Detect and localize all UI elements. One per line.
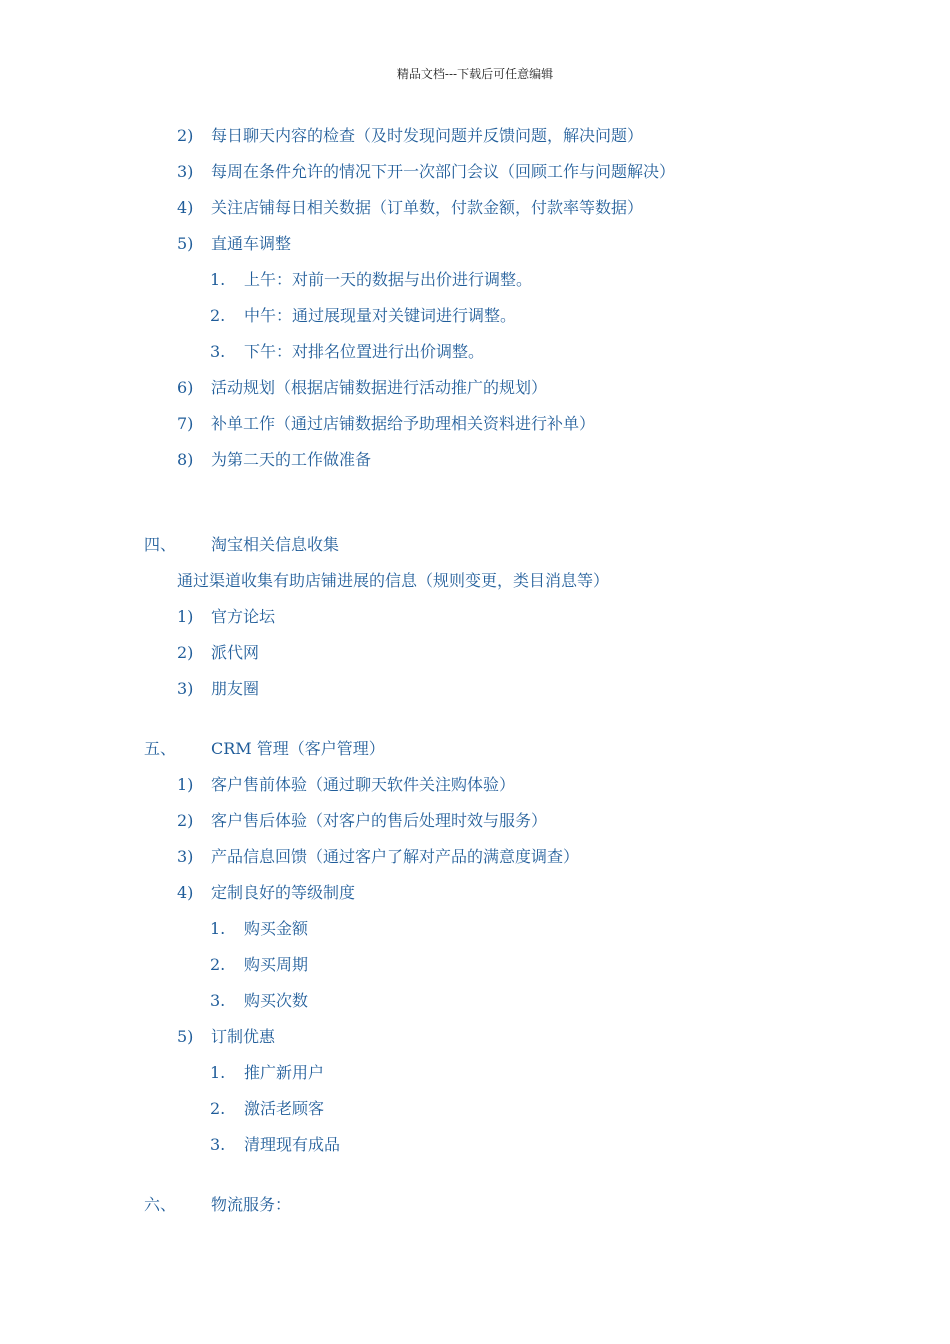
section-heading [144,535,340,555]
item-text: 订制优惠 [211,1027,276,1046]
item-text: 每周在条件允许的情况下开一次部门会议（回顾工作与问题解决） [211,162,676,181]
section-number: 四、 [144,535,177,554]
list-marker: 3) [177,847,194,866]
list-marker: 2. [210,1099,226,1118]
item-text: 派代网 [211,643,260,662]
item-text: 客户售前体验（通过聊天软件关注购体验） [211,775,516,794]
item-text: 清理现有成品 [244,1135,341,1154]
item-text: 定制良好的等级制度 [211,883,356,902]
list-marker: 8) [177,450,194,469]
list-item [210,1135,341,1155]
list-item [177,378,548,398]
item-text: 通过渠道收集有助店铺进展的信息（规则变更，类目消息等） [177,571,610,590]
item-text: 每日聊天内容的检查（及时发现问题并反馈问题，解决问题） [211,126,644,145]
list-marker: 2) [177,643,194,662]
paragraph [177,571,609,591]
list-item [177,883,356,903]
item-text: 激活老顾客 [244,1099,325,1118]
list-marker: 1. [210,1063,226,1082]
section-number: 五、 [144,739,177,758]
list-item [177,1027,276,1047]
list-item [177,450,372,470]
list-marker: 3. [210,1135,226,1154]
list-marker: 5) [177,1027,194,1046]
section-title: CRM 管理（客户管理） [211,739,385,758]
item-text: 朋友圈 [211,679,260,698]
list-item [177,414,596,434]
list-item [210,306,517,326]
item-text: 客户售后体验（对客户的售后处理时效与服务） [211,811,548,830]
item-text: 购买次数 [244,991,309,1010]
list-marker: 2. [210,306,226,325]
list-item [177,775,516,795]
list-marker: 6) [177,378,194,397]
list-marker: 7) [177,414,194,433]
list-item [177,234,292,254]
list-marker: 1. [210,919,226,938]
section-number: 六、 [144,1195,177,1214]
list-item [210,955,309,975]
section-title: 物流服务： [211,1195,292,1214]
item-text: 中午：通过展现量对关键词进行调整。 [244,306,517,325]
list-marker: 2. [210,955,226,974]
list-marker: 2) [177,126,194,145]
list-item [210,1099,325,1119]
list-marker: 2) [177,811,194,830]
page-header: 精品文档---下载后可任意编辑 [396,67,554,81]
list-item [210,991,309,1011]
item-text: 购买金额 [244,919,309,938]
item-text: 推广新用户 [244,1063,325,1082]
list-item [210,919,309,939]
item-text: 产品信息回馈（通过客户了解对产品的满意度调查） [211,847,580,866]
list-marker: 4) [177,883,194,902]
list-marker: 3. [210,991,226,1010]
list-marker: 1) [177,775,194,794]
list-marker: 5) [177,234,194,253]
list-marker: 3) [177,679,194,698]
list-item [210,342,485,362]
list-marker: 3) [177,162,194,181]
list-item [177,607,276,627]
list-marker: 1) [177,607,194,626]
item-text: 下午：对排名位置进行出价调整。 [244,342,485,361]
list-item [177,162,676,182]
item-text: 活动规划（根据店铺数据进行活动推广的规划） [211,378,548,397]
section-heading [144,739,385,759]
list-marker: 4) [177,198,194,217]
list-marker: 3. [210,342,226,361]
item-text: 上午：对前一天的数据与出价进行调整。 [244,270,533,289]
section-title: 淘宝相关信息收集 [211,535,340,554]
item-text: 关注店铺每日相关数据（订单数，付款金额，付款率等数据） [211,198,644,217]
item-text: 官方论坛 [211,607,276,626]
list-item [210,1063,325,1083]
list-item [210,270,533,290]
list-marker: 1. [210,270,226,289]
item-text: 购买周期 [244,955,309,974]
list-item [177,811,548,831]
item-text: 补单工作（通过店铺数据给予助理相关资料进行补单） [211,414,596,433]
list-item [177,847,580,867]
item-text: 为第二天的工作做准备 [211,450,372,469]
section-heading [144,1195,292,1215]
list-item [177,679,260,699]
list-item [177,643,260,663]
item-text: 直通车调整 [211,234,292,253]
list-item [177,126,644,146]
list-item [177,198,644,218]
